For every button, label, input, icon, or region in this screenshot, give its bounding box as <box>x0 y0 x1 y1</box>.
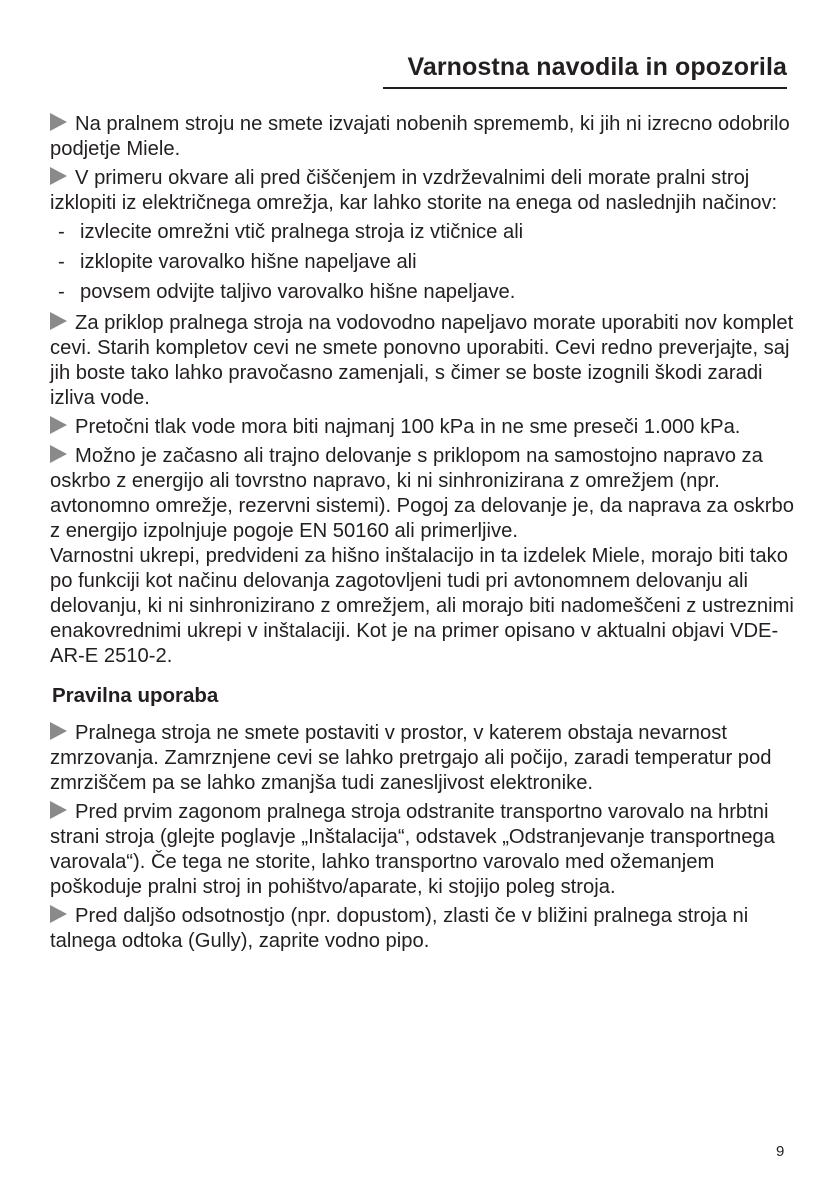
instruction-paragraph <box>50 721 795 796</box>
paragraph-text: Za priklop pralnega stroja na vodovodno napeljavo morate uporabiti nov komplet cevi. Starih kompletov cevi ne smete ponovno uporabiti. Cevi redno preverjajte, saj jih boste tako lahko pravočasno zamenjali, s čimer se boste izognili škodi zaradi izliva vode. <box>50 312 794 409</box>
triangle-right-icon <box>50 905 67 923</box>
page-header <box>383 50 787 89</box>
plain-paragraph <box>50 544 795 669</box>
page-number: 9 <box>776 1143 785 1160</box>
triangle-right-icon <box>50 801 67 819</box>
document-body <box>50 112 795 958</box>
paragraph-text: V primeru okvare ali pred čiščenjem in vzdrževalnimi deli morate pralni stroj izklopiti iz električnega omrežja, kar lahko storite na enega od naslednjih načinov: <box>50 167 778 214</box>
dash-bullet: - <box>58 251 65 273</box>
triangle-right-icon <box>50 722 67 740</box>
section-heading: Pravilna uporaba <box>52 684 219 707</box>
instruction-paragraph <box>50 166 795 216</box>
triangle-right-icon <box>50 167 67 185</box>
triangle-right-icon <box>50 416 67 434</box>
paragraph-text: Na pralnem stroju ne smete izvajati nobenih sprememb, ki jih ni izrecno odobrilo podjetje Miele. <box>50 113 790 160</box>
instruction-paragraph <box>50 800 795 900</box>
list-item-text: izklopite varovalko hišne napeljave ali <box>80 251 417 273</box>
header-divider <box>383 87 787 89</box>
instruction-paragraph <box>50 904 795 954</box>
dash-bullet: - <box>58 281 65 303</box>
paragraph-text: Pred prvim zagonom pralnega stroja odstranite transportno varovalo na hrbtni strani stroja (glejte poglavje „Inštalacija“, odstavek „Odstranjevanje transportnega varovala“). Če tega ne storite, lahko transportno varovalo med ožemanjem poškoduje pralni stroj in pohištvo/aparate, ki stojijo poleg stroja. <box>50 801 775 898</box>
paragraph-text: Možno je začasno ali trajno delovanje s priklopom na samostojno napravo za oskrbo z energijo ali tovrstno napravo, ki ni sinhronizirana z omrežjem (npr. avtonomno omrežje, rezervni sistemi). Pogoj za delovanje je, da naprava za oskrbo z energijo izpolnjuje pogoje EN 50160 ali primerljive. <box>50 445 794 542</box>
instruction-paragraph <box>50 311 795 411</box>
page-title: Varnostna navodila in opozorila <box>407 53 787 81</box>
list-item <box>50 220 795 245</box>
instruction-paragraph <box>50 112 795 162</box>
triangle-right-icon <box>50 113 67 131</box>
list-item-text: povsem odvijte taljivo varovalko hišne napeljave. <box>80 281 516 303</box>
paragraph-text: Pralnega stroja ne smete postaviti v prostor, v katerem obstaja nevarnost zmrzovanja. Zamrznjene cevi se lahko pretrgajo ali počijo, zaradi temperatur pod zmrziščem pa se lahko zmanjša tudi zanesljivost elektronike. <box>50 722 772 794</box>
paragraph-text: Pred daljšo odsotnostjo (npr. dopustom), zlasti če v bližini pralnega stroja ni talnega odtoka (Gully), zaprite vodno pipo. <box>50 905 749 952</box>
list-item-text: izvlecite omrežni vtič pralnega stroja iz vtičnice ali <box>80 221 524 243</box>
paragraph-text: Pretočni tlak vode mora biti najmanj 100 kPa in ne sme preseči 1.000 kPa. <box>75 416 741 438</box>
triangle-right-icon <box>50 312 67 330</box>
dash-bullet: - <box>58 221 65 243</box>
list-item <box>50 250 795 275</box>
instruction-paragraph <box>50 444 795 544</box>
triangle-right-icon <box>50 445 67 463</box>
list-item <box>50 280 795 305</box>
disconnect-methods-list <box>50 220 795 305</box>
instruction-paragraph <box>50 415 795 440</box>
paragraph-text: Varnostni ukrepi, predvideni za hišno inštalacijo in ta izdelek Miele, morajo biti tako po funkciji kot načinu delovanja zagotovljeni tudi pri avtonomnem delovanju ali delovanju, ki ni sinhronizirano z omrežjem, ali morajo biti nadomeščeni z ustreznimi enakovrednimi ukrepi v inštalaciji. Kot je na primer opisano v aktualni objavi VDE-AR-E 2510-2. <box>50 545 794 667</box>
